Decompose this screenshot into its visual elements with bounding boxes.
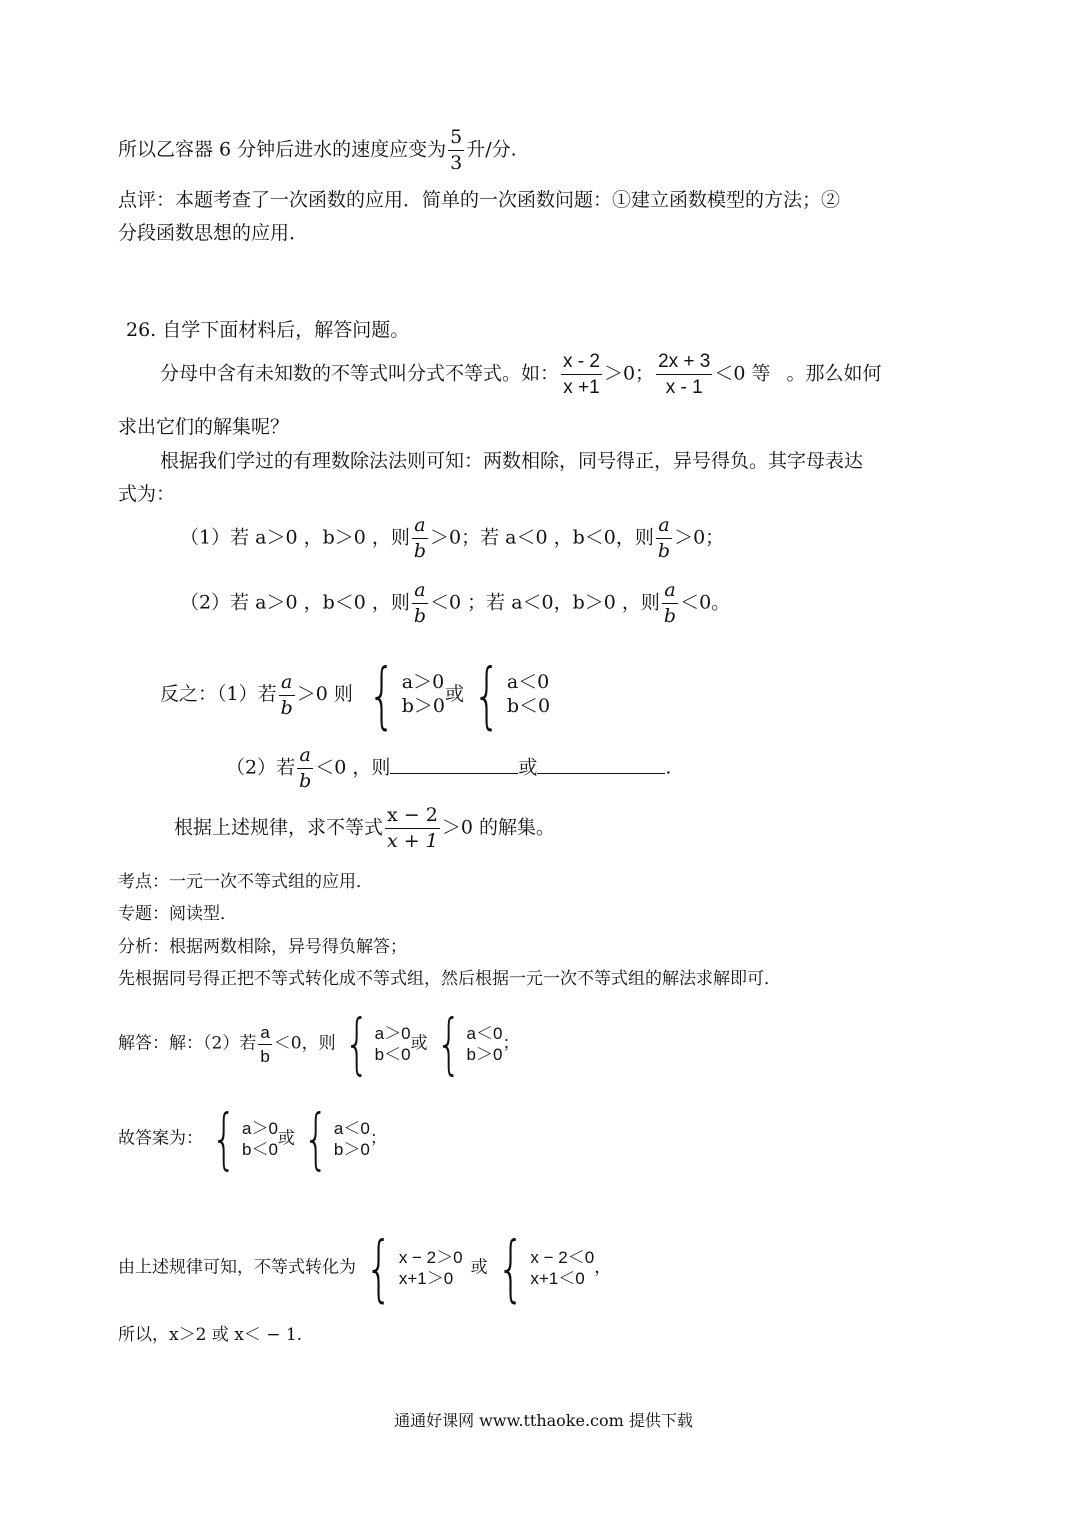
system-negative: { a＜0 b＜0 bbox=[473, 653, 551, 737]
final-answer: 所以，x＞2 或 x＜ − 1. bbox=[118, 1325, 303, 1345]
converse-2: （2）若 $\frac{a}{b}$ ＜0 ，则 或 . bbox=[226, 744, 672, 792]
fraction-a-b: $\frac{a}{b}$ bbox=[413, 514, 427, 562]
example-fraction-1: $\frac{x - 2}{x +1}$ bbox=[563, 351, 600, 398]
rule-intro-2: 式为： bbox=[118, 483, 176, 505]
x-system-positive: { x − 2＞0 x+1＞0 bbox=[365, 1226, 463, 1310]
converse-1: 反之：（1）若 $\frac{a}{b}$ ＞0 则 { a＞0 b＞0 或 { a＜0 b＜0 bbox=[160, 653, 551, 737]
comment-line-1: 点评：本题考查了一次函数的应用．简单的一次函数问题：①建立函数模型的方法；② bbox=[118, 189, 841, 211]
fraction-a-b: $\frac{a}{b}$ bbox=[413, 579, 427, 627]
answer-blank-1[interactable] bbox=[390, 755, 518, 774]
fenxi: 分析：根据两数相除，异号得负解答； bbox=[118, 937, 407, 957]
fraction-a-b: $\frac{a}{b}$ bbox=[663, 579, 677, 627]
answer-system-1: { a＞0 b＜0 bbox=[211, 1100, 278, 1177]
fraction-a-b: $\frac{a}{b}$ bbox=[657, 514, 671, 562]
fraction-a-b: $\frac{a}{b}$ bbox=[260, 1022, 270, 1066]
fraction-a-b: $\frac{a}{b}$ bbox=[280, 670, 293, 719]
example-fraction-2: $\frac{2x + 3}{x - 1}$ bbox=[658, 351, 711, 398]
fraction-a-b: $\frac{a}{b}$ bbox=[299, 744, 312, 792]
rule-intro-1: 根据我们学过的有理数除法法则可知：两数相除，同号得正，异号得负。其字母表达 bbox=[160, 450, 864, 472]
zhuanti: 专题：阅读型． bbox=[118, 904, 237, 924]
page-footer: 通通好课网 www.tthaoke.com 提供下载 bbox=[394, 1411, 693, 1430]
transform-line: 由上述规律可知，不等式转化为 { x − 2＞0 x+1＞0 或 { x − 2＜0 x+1＜0 ， bbox=[118, 1226, 612, 1310]
rule-2: （2）若 a＞0 ，b＜0 ，则 $\frac{a}{b}$ ＜0 ；若 a＜0，b＞0 ，则 $\frac{a}{b}$ ＜0。 bbox=[180, 579, 731, 627]
rule-1: （1）若 a＞0 ，b＞0 ，则 $\frac{a}{b}$ ＞0；若 a＜0 ，b＜0，则 $\frac{a}{b}$ ＞0； bbox=[180, 514, 725, 562]
fenxi-2: 先根据同号得正把不等式转化成不等式组，然后根据一元一次不等式组的解法求解即可． bbox=[118, 969, 781, 989]
task-fraction: $\frac{x - 2}{x + 1}$ bbox=[387, 804, 438, 852]
task-line: 根据上述规律，求不等式 $\frac{x - 2}{x + 1}$ ＞0 的解集。 bbox=[174, 804, 555, 852]
definition-line: 分母中含有未知数的不等式叫分式不等式。如： $\frac{x - 2}{x +1}$ ＞0； $\frac{2x + 3}{x - 1}$ ＜0 等 。那么如何 bbox=[160, 351, 882, 398]
answer-line: 故答案为： { a＞0 b＜0 或 { a＜0 b＞0 ； bbox=[118, 1100, 387, 1177]
solution-system-2: { a＜0 b＞0 bbox=[435, 1005, 503, 1082]
definition-line-2: 求出它们的解集呢？ bbox=[118, 416, 290, 438]
prev-answer-line: 所以乙容器 6 分钟后进水的速度应变为 $\frac{5}{3}$ 升/分. bbox=[118, 126, 517, 174]
solution-system-1: { a＞0 b＜0 bbox=[344, 1005, 411, 1082]
solution-line: 解答：解：（2）若 $\frac{a}{b}$ ＜0，则 { a＞0 b＜0 或 { a＜0 b＞0 ； bbox=[118, 1005, 520, 1082]
comment-line-2: 分段函数思想的应用． bbox=[118, 222, 309, 244]
system-positive: { a＞0 b＞0 bbox=[368, 653, 446, 737]
answer-blank-2[interactable] bbox=[537, 755, 665, 774]
problem-26-title: 26. 自学下面材料后，解答问题。 bbox=[126, 319, 410, 341]
fraction-5-3: $\frac{5}{3}$ bbox=[450, 126, 463, 174]
kaodian: 考点：一元一次不等式组的应用． bbox=[118, 872, 373, 892]
answer-system-2: { a＜0 b＞0 bbox=[303, 1100, 370, 1177]
x-system-negative: { x − 2＜0 x+1＜0 bbox=[496, 1226, 595, 1310]
